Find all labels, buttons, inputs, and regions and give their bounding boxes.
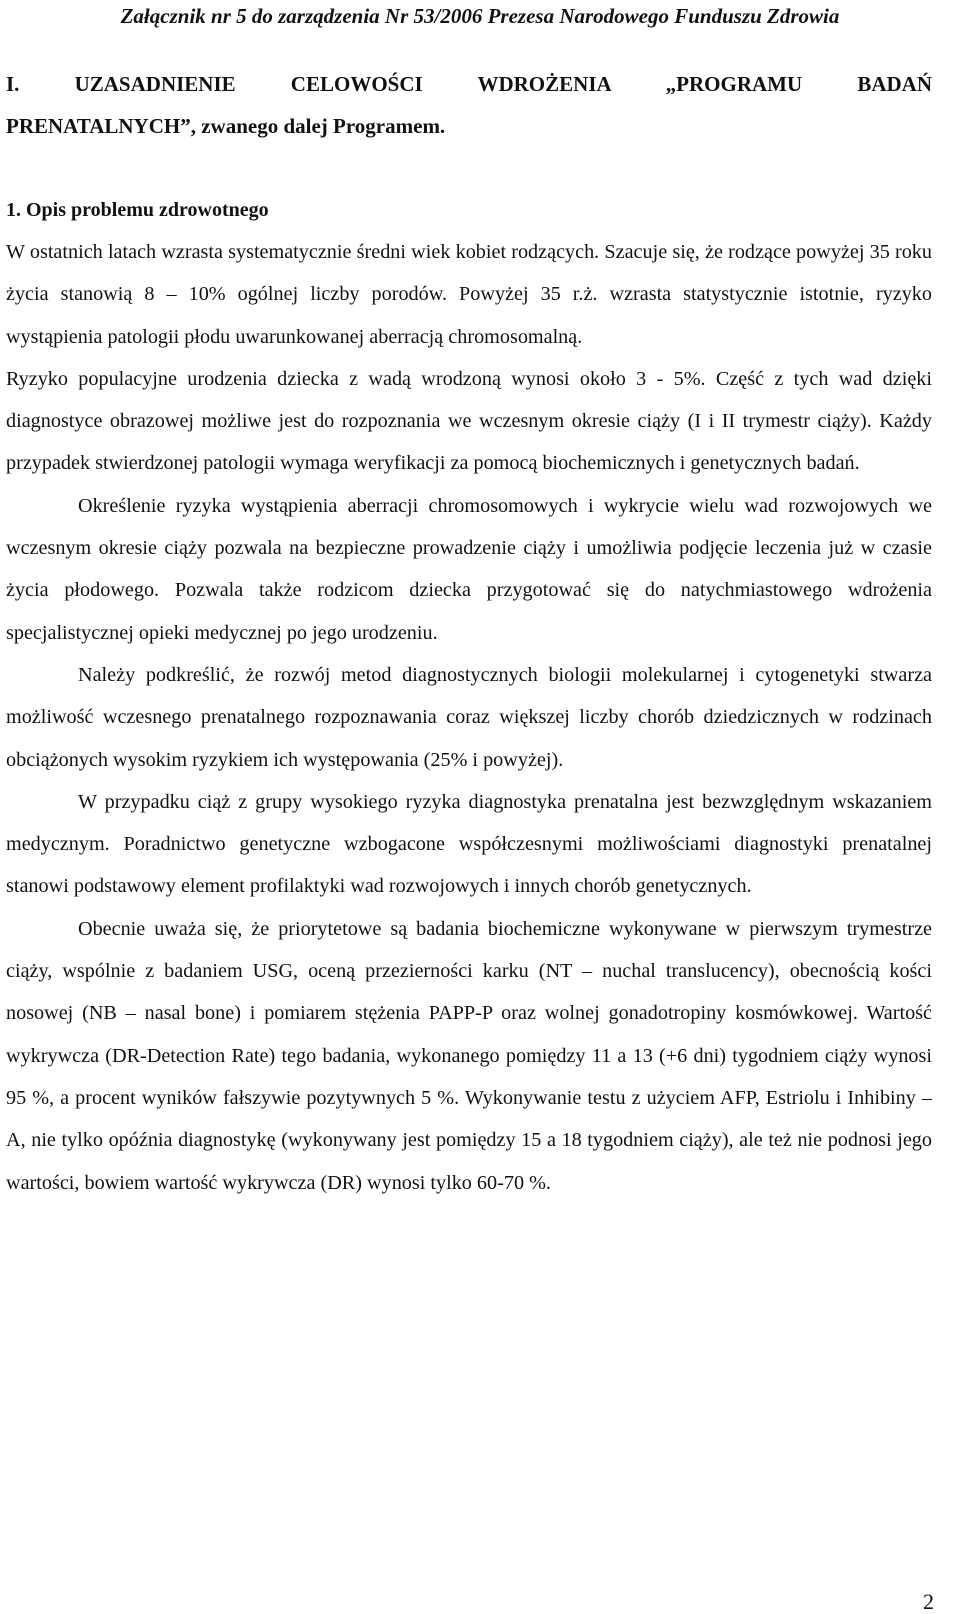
document-header: Załącznik nr 5 do zarządzenia Nr 53/2006 Prezesa Narodowego Funduszu Zdrowia xyxy=(120,4,840,28)
paragraph-4: Należy podkreślić, że rozwój metod diagnostycznych biologii molekularnej i cytogenetyki stwarza możliwość wczesnego prenatalnego rozpoznawania coraz większej liczby chorób dziedzicznych w rodzinach obciążonych wysokim ryzykiem ich występowania (25% i powyżej). xyxy=(6,663,932,771)
paragraph-6: Obecnie uważa się, że priorytetowe są badania biochemiczne wykonywane w pierwszym trymestrze ciąży, wspólnie z badaniem USG, oceną przezierności karku (NT – nuchal translucency), obecnością kości nosowej (NB – nasal bone) i pomiarem stężenia PAPP-P oraz wolnej gonadotropiny kosmówkowej. Wartość wykrywcza (DR-Detection Rate) tego badania, wykonanego pomiędzy 11 a 13 (+6 dni) tygodniem ciąży wynosi 95 %, a procent wyników fałszywie pozytywnych 5 %. Wykonywanie testu z użyciem AFP, Estriolu i Inhibiny –A, nie tylko opóźnia diagnostykę (wykonywany jest pomiędzy 15 a 18 tygodniem ciąży), ale też nie podnosi jego wartości, bowiem wartość wykrywcza (DR) wynosi tylko 60-70 %. xyxy=(6,917,932,1194)
subsection-title: 1. Opis problemu zdrowotnego xyxy=(6,199,269,221)
section-heading-line2: PRENATALNYCH”, zwanego dalej Programem. xyxy=(6,114,446,138)
paragraph-3: Określenie ryzyka wystąpienia aberracji chromosomowych i wykrycie wielu wad rozwojowych we wczesnym okresie ciąży pozwala na bezpieczne prowadzenie ciąży i umożliwia podjęcie leczenia już w czasie życia płodowego. Pozwala także rodzicom dziecka przygotować się do natychmiastowego wdrożenia specjalistycznej opieki medycznej po jego urodzeniu. xyxy=(6,494,932,644)
paragraph-2: Ryzyko populacyjne urodzenia dziecka z wadą wrodzoną wynosi około 3 - 5%. Część z tych wad dzięki diagnostyce obrazowej możliwe jest do rozpoznania we wczesnym okresie ciąży (I i II trymestr ciąży). Każdy przypadek stwierdzonej patologii wymaga weryfikacji za pomocą biochemicznych i genetycznych badań. xyxy=(6,367,932,475)
paragraph-5: W przypadku ciąż z grupy wysokiego ryzyka diagnostyka prenatalna jest bezwzględnym wskazaniem medycznym. Poradnictwo genetyczne wzbogacone współczesnymi możliwościami diagnostyki prenatalnej stanowi podstawowy element profilaktyki wad rozwojowych i innych chorób genetycznych. xyxy=(6,790,932,898)
paragraph-1: W ostatnich latach wzrasta systematycznie średni wiek kobiet rodzących. Szacuje się, że rodzące powyżej 35 roku życia stanowią 8 – 10% ogólnej liczby porodów. Powyżej 35 r.ż. wzrasta statystycznie istotnie, ryzyko wystąpienia patologii płodu uwarunkowanej aberracją chromosomalną. xyxy=(6,241,932,348)
page-number: 2 xyxy=(923,1589,934,1614)
section-heading xyxy=(6,63,932,147)
section-heading-line1: I. UZASADNIENIE CELOWOŚCI WDROŻENIA „PROGRAMU BADAŃ xyxy=(6,72,932,96)
document-body xyxy=(6,63,932,1204)
spacer xyxy=(6,147,932,189)
